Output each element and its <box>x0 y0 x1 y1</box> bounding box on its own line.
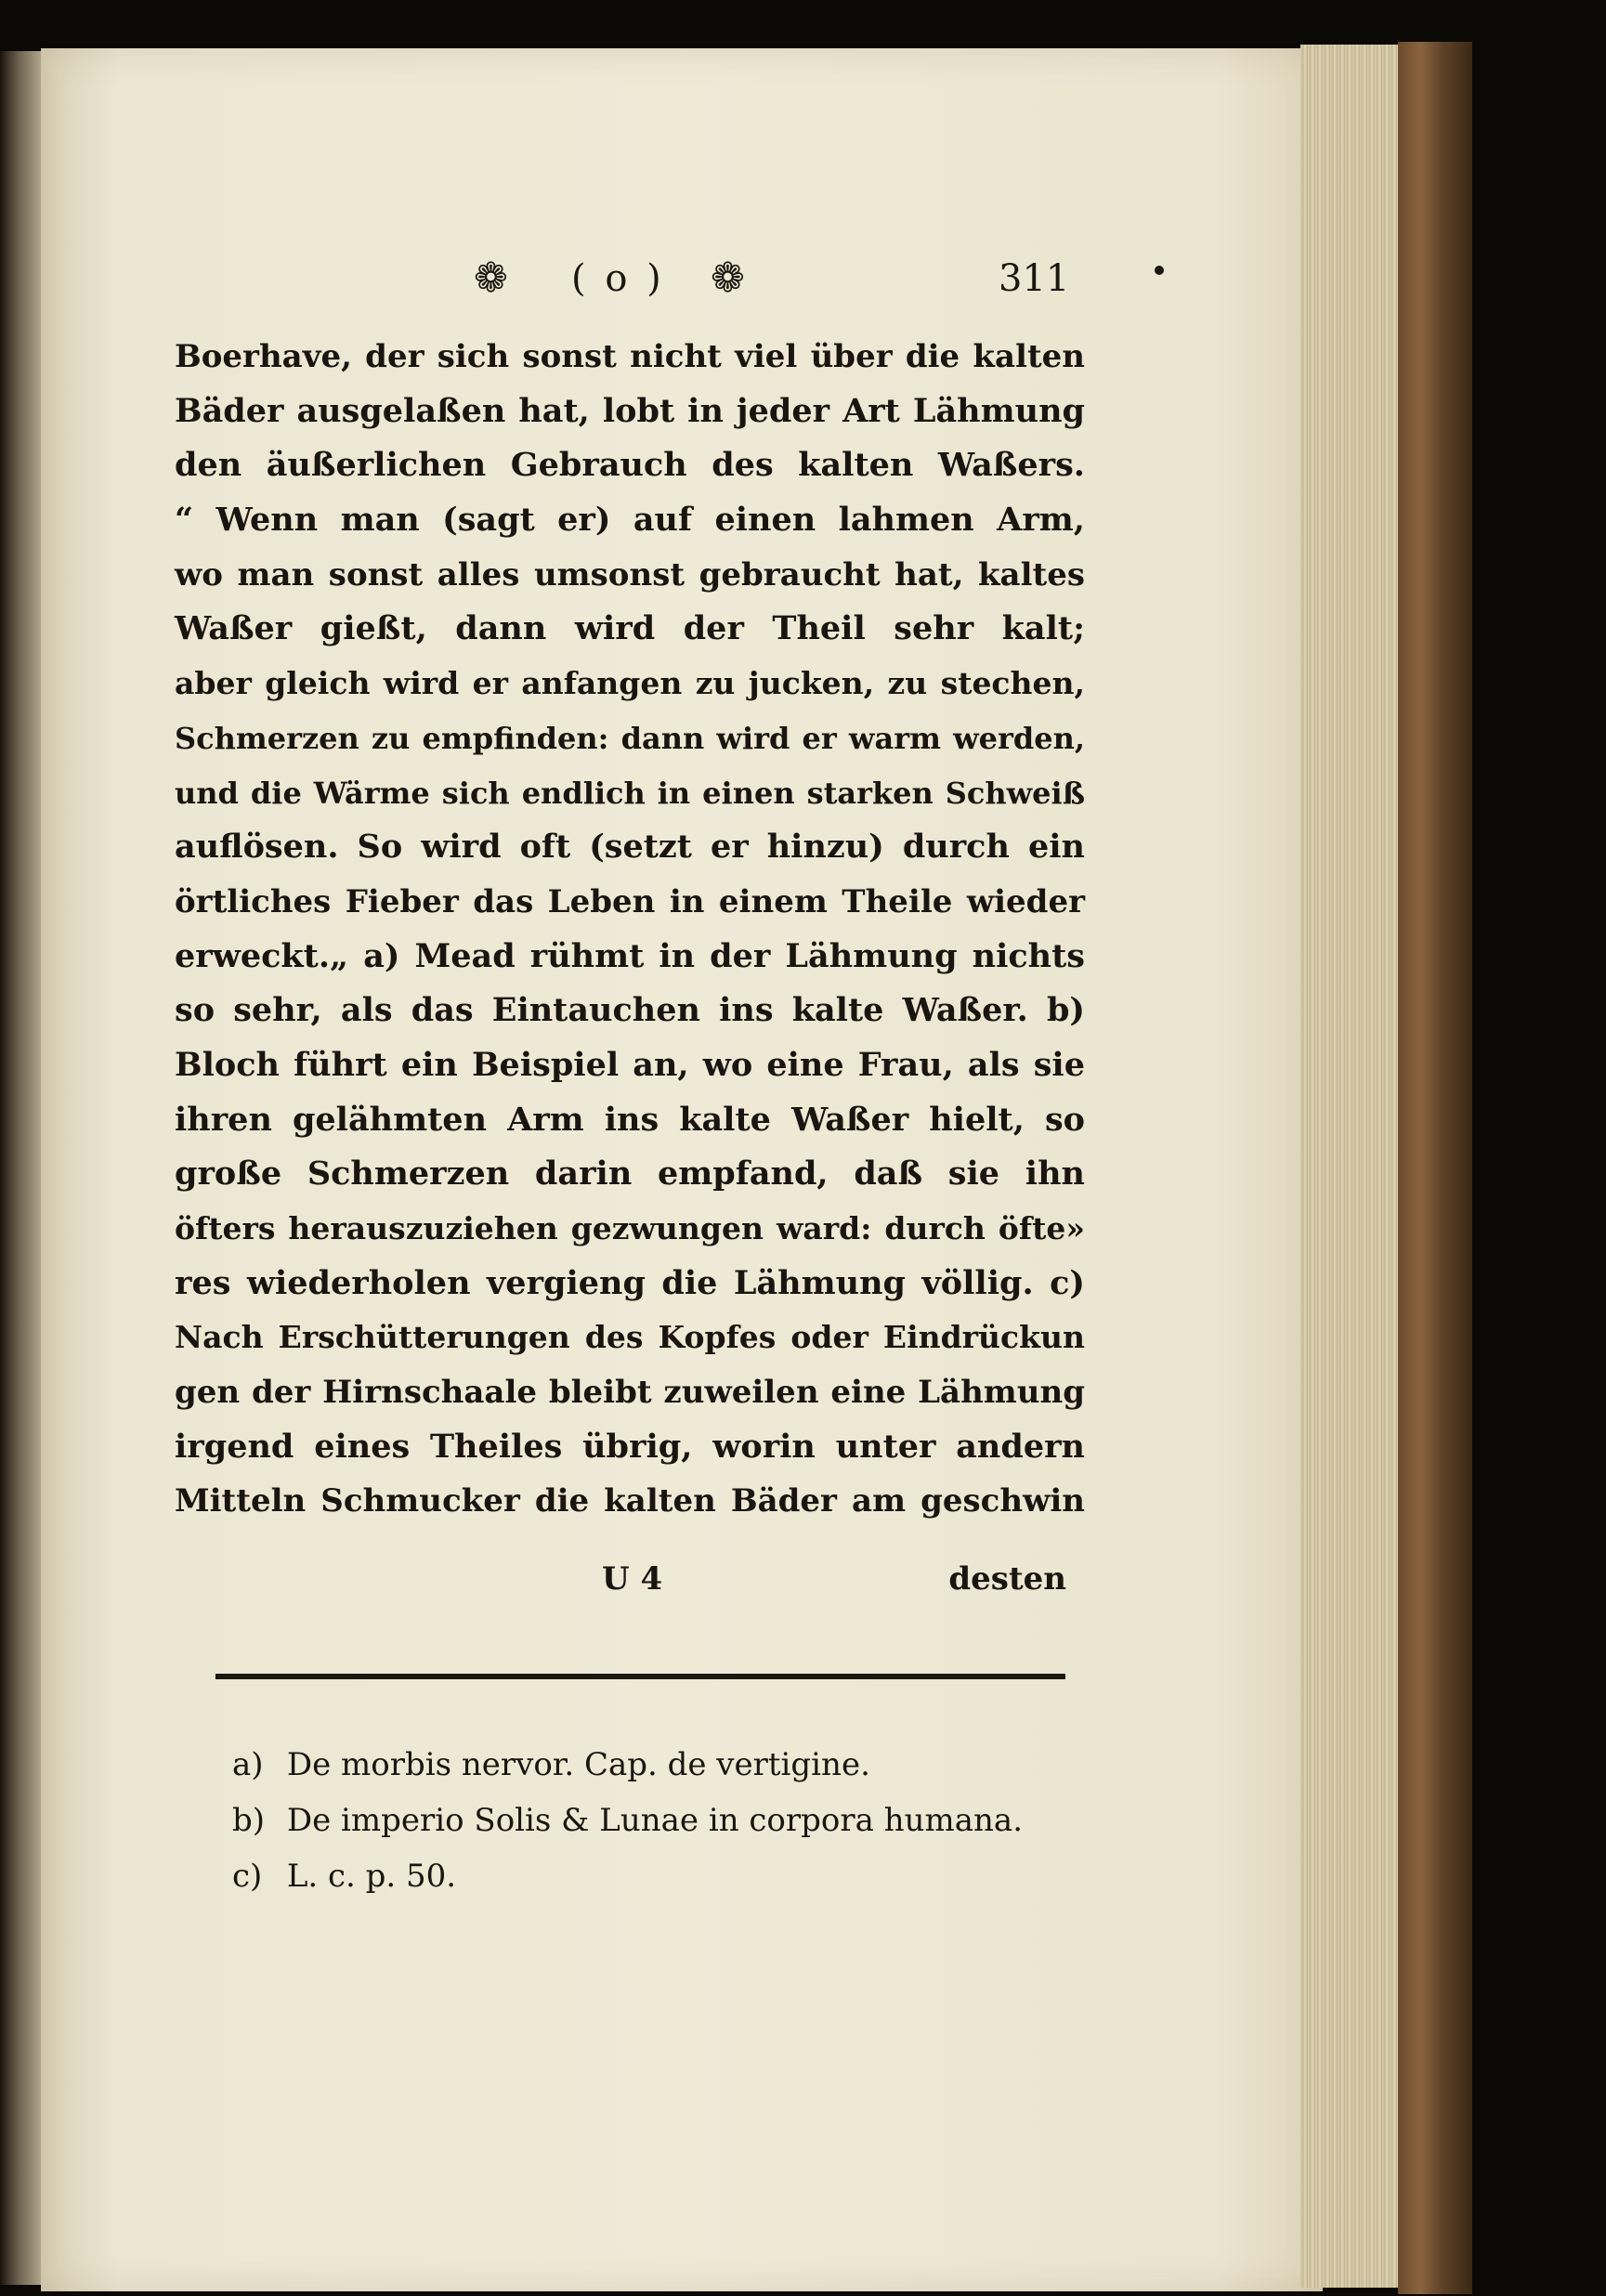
footnote-text: De morbis nervor. Cap. de vertigine. <box>286 1746 870 1783</box>
footnote-mark: c) <box>232 1858 263 1895</box>
ornament-left-icon: ❁ <box>474 254 508 302</box>
footnote <box>232 1737 1115 1793</box>
running-mark: ( o ) <box>571 257 665 300</box>
text-line: Bäder ausgelaßen hat, lobt in jeder Art Lähmung <box>175 391 1085 430</box>
footnote-text: L. c. p. 50. <box>286 1858 457 1895</box>
footnote-text: De imperio Solis & Lunae in corpora humana. <box>286 1802 1024 1839</box>
footnote-mark: a) <box>232 1746 264 1783</box>
text-line: öfters herauszuziehen gezwungen ward: durch öfte» <box>175 1210 1085 1246</box>
text-line: Schmerzen zu empfinden: dann wird er warm werden, <box>175 720 1085 756</box>
book-cover-edge <box>1398 42 1472 2294</box>
text-line: Nach Erschütterungen des Kopfes oder Eindrückun <box>175 1319 1085 1356</box>
text-line: große Schmerzen darin empfand, daß sie ihn <box>175 1155 1085 1194</box>
text-line: so sehr, als das Eintauchen ins kalte Waßer. b) <box>175 991 1085 1030</box>
text-line: erweckt.„ a) Mead rühmt in der Lähmung nichts <box>175 936 1085 975</box>
footnotes <box>232 1737 1115 1904</box>
text-line: aber gleich wird er anfangen zu jucken, zu stechen, <box>175 665 1085 702</box>
text-line: “ Wenn man (sagt er) auf einen lahmen Arm, <box>175 501 1085 540</box>
text-line: irgend eines Theiles übrig, worin unter andern <box>175 1427 1085 1466</box>
page-number: 311 <box>999 257 1070 300</box>
text-line: örtliches Fieber das Leben in einem Theile wieder <box>175 882 1085 920</box>
page-foot <box>175 1560 1085 1611</box>
text-line: und die Wärme sich endlich in einen starken Schweiß <box>175 775 1085 811</box>
text-line: gen der Hirnschaale bleibt zuweilen eine Lähmung <box>175 1374 1085 1412</box>
text-line: wo man sonst alles umsonst gebraucht hat, kaltes <box>175 555 1085 594</box>
signature-mark: U 4 <box>602 1560 663 1598</box>
text-line: Mitteln Schmucker die kalten Bäder am geschwin <box>175 1482 1085 1520</box>
text-line: ihren gelähmten Arm ins kalte Waßer hielt, so <box>175 1100 1085 1139</box>
ink-dot <box>1155 266 1164 275</box>
footnote-rule <box>215 1674 1065 1679</box>
footnote-mark: b) <box>232 1802 266 1839</box>
footnote <box>232 1848 1115 1904</box>
text-line: den äußerlichen Gebrauch des kalten Waßers. <box>175 446 1085 485</box>
text-line: Bloch führt ein Beispiel an, wo eine Frau, als sie <box>175 1045 1085 1084</box>
page-stack-edge <box>1300 45 1403 2288</box>
text-line: auflösen. So wird oft (setzt er hinzu) durch ein <box>175 828 1085 867</box>
text-line: Boerhave, der sich sonst nicht viel über die kalten <box>175 338 1085 375</box>
ornament-right-icon: ❁ <box>711 254 745 302</box>
footnote <box>232 1793 1115 1848</box>
catchword: desten <box>948 1560 1066 1598</box>
running-header <box>474 251 1142 307</box>
body-text <box>175 330 1085 1529</box>
text-line: res wiederholen vergieng die Lähmung völlig. c) <box>175 1263 1085 1302</box>
text-line: Waßer gießt, dann wird der Theil sehr kalt; <box>175 609 1085 648</box>
